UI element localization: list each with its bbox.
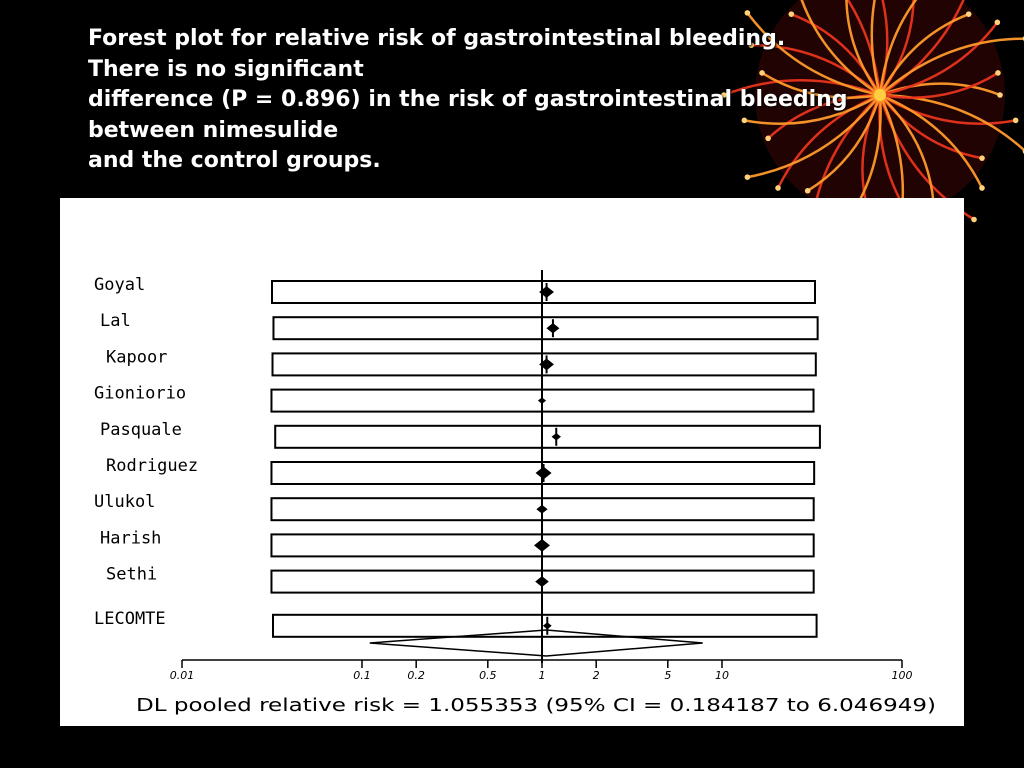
x-tick-label: 2 (592, 669, 600, 682)
firework-spark (971, 217, 977, 223)
title-line: between nimesulide (88, 117, 339, 143)
study-label: LECOMTE (94, 608, 166, 629)
study-label: Ulukol (94, 492, 156, 513)
x-tick-label: 0.01 (169, 669, 195, 682)
study-label: Goyal (94, 275, 146, 295)
study-label: Lal (100, 311, 131, 332)
study-row (94, 384, 814, 412)
x-tick-label: 100 (891, 669, 913, 682)
firework-spark (995, 70, 1001, 76)
firework-spark (745, 10, 751, 16)
forest-plot-panel (60, 198, 964, 726)
pooled-diamond (370, 630, 703, 656)
study-estimate-marker (543, 622, 552, 629)
firework-spark (979, 185, 985, 191)
x-tick-label: 5 (664, 669, 672, 682)
firework-spark (966, 11, 972, 17)
study-estimate-marker (546, 323, 559, 333)
study-label: Harish (100, 528, 162, 549)
pooled-summary-text: DL pooled relative risk = 1.055353 (95% CI = 0.184187 to 6.046949) (136, 696, 937, 716)
study-label: Kapoor (106, 347, 168, 368)
firework-spark (805, 188, 811, 194)
study-row (106, 347, 816, 375)
x-axis-ticks (170, 660, 913, 682)
study-estimate-marker (552, 433, 561, 441)
study-row (106, 565, 814, 593)
x-tick-label: 0.5 (479, 669, 497, 682)
firework-spark (789, 11, 795, 17)
title-line: and the control groups. (88, 148, 381, 173)
x-tick-label: 1 (538, 669, 546, 682)
title-line: difference (P = 0.896) in the risk of gastrointestinal bleeding (88, 87, 848, 112)
x-tick-label: 10 (715, 669, 729, 682)
study-ci-bar (273, 317, 817, 339)
firework-spark (775, 185, 781, 191)
study-row (94, 275, 815, 303)
slide-title (88, 24, 988, 177)
study-label: Sethi (106, 564, 158, 585)
study-label: Gioniorio (94, 383, 187, 404)
title-line: Forest plot for relative risk of gastrointestinal bleeding. (88, 26, 786, 51)
x-tick-label: 0.2 (407, 669, 425, 682)
study-label: Pasquale (100, 419, 182, 440)
firework-spark (995, 20, 1001, 26)
firework-spark (1013, 118, 1019, 124)
study-row (94, 492, 814, 520)
study-estimate-marker (536, 467, 552, 480)
forest-plot (60, 198, 964, 726)
study-row (106, 456, 814, 484)
title-line: There is no significant (88, 56, 364, 82)
study-label: Rodriguez (106, 456, 199, 476)
study-ci-bar (275, 426, 820, 448)
firework-spark (997, 92, 1003, 98)
x-tick-label: 0.1 (353, 669, 371, 682)
study-row (100, 311, 818, 339)
study-rows (94, 275, 820, 637)
study-row (100, 528, 814, 556)
study-row (100, 420, 820, 448)
study-row (94, 609, 817, 637)
